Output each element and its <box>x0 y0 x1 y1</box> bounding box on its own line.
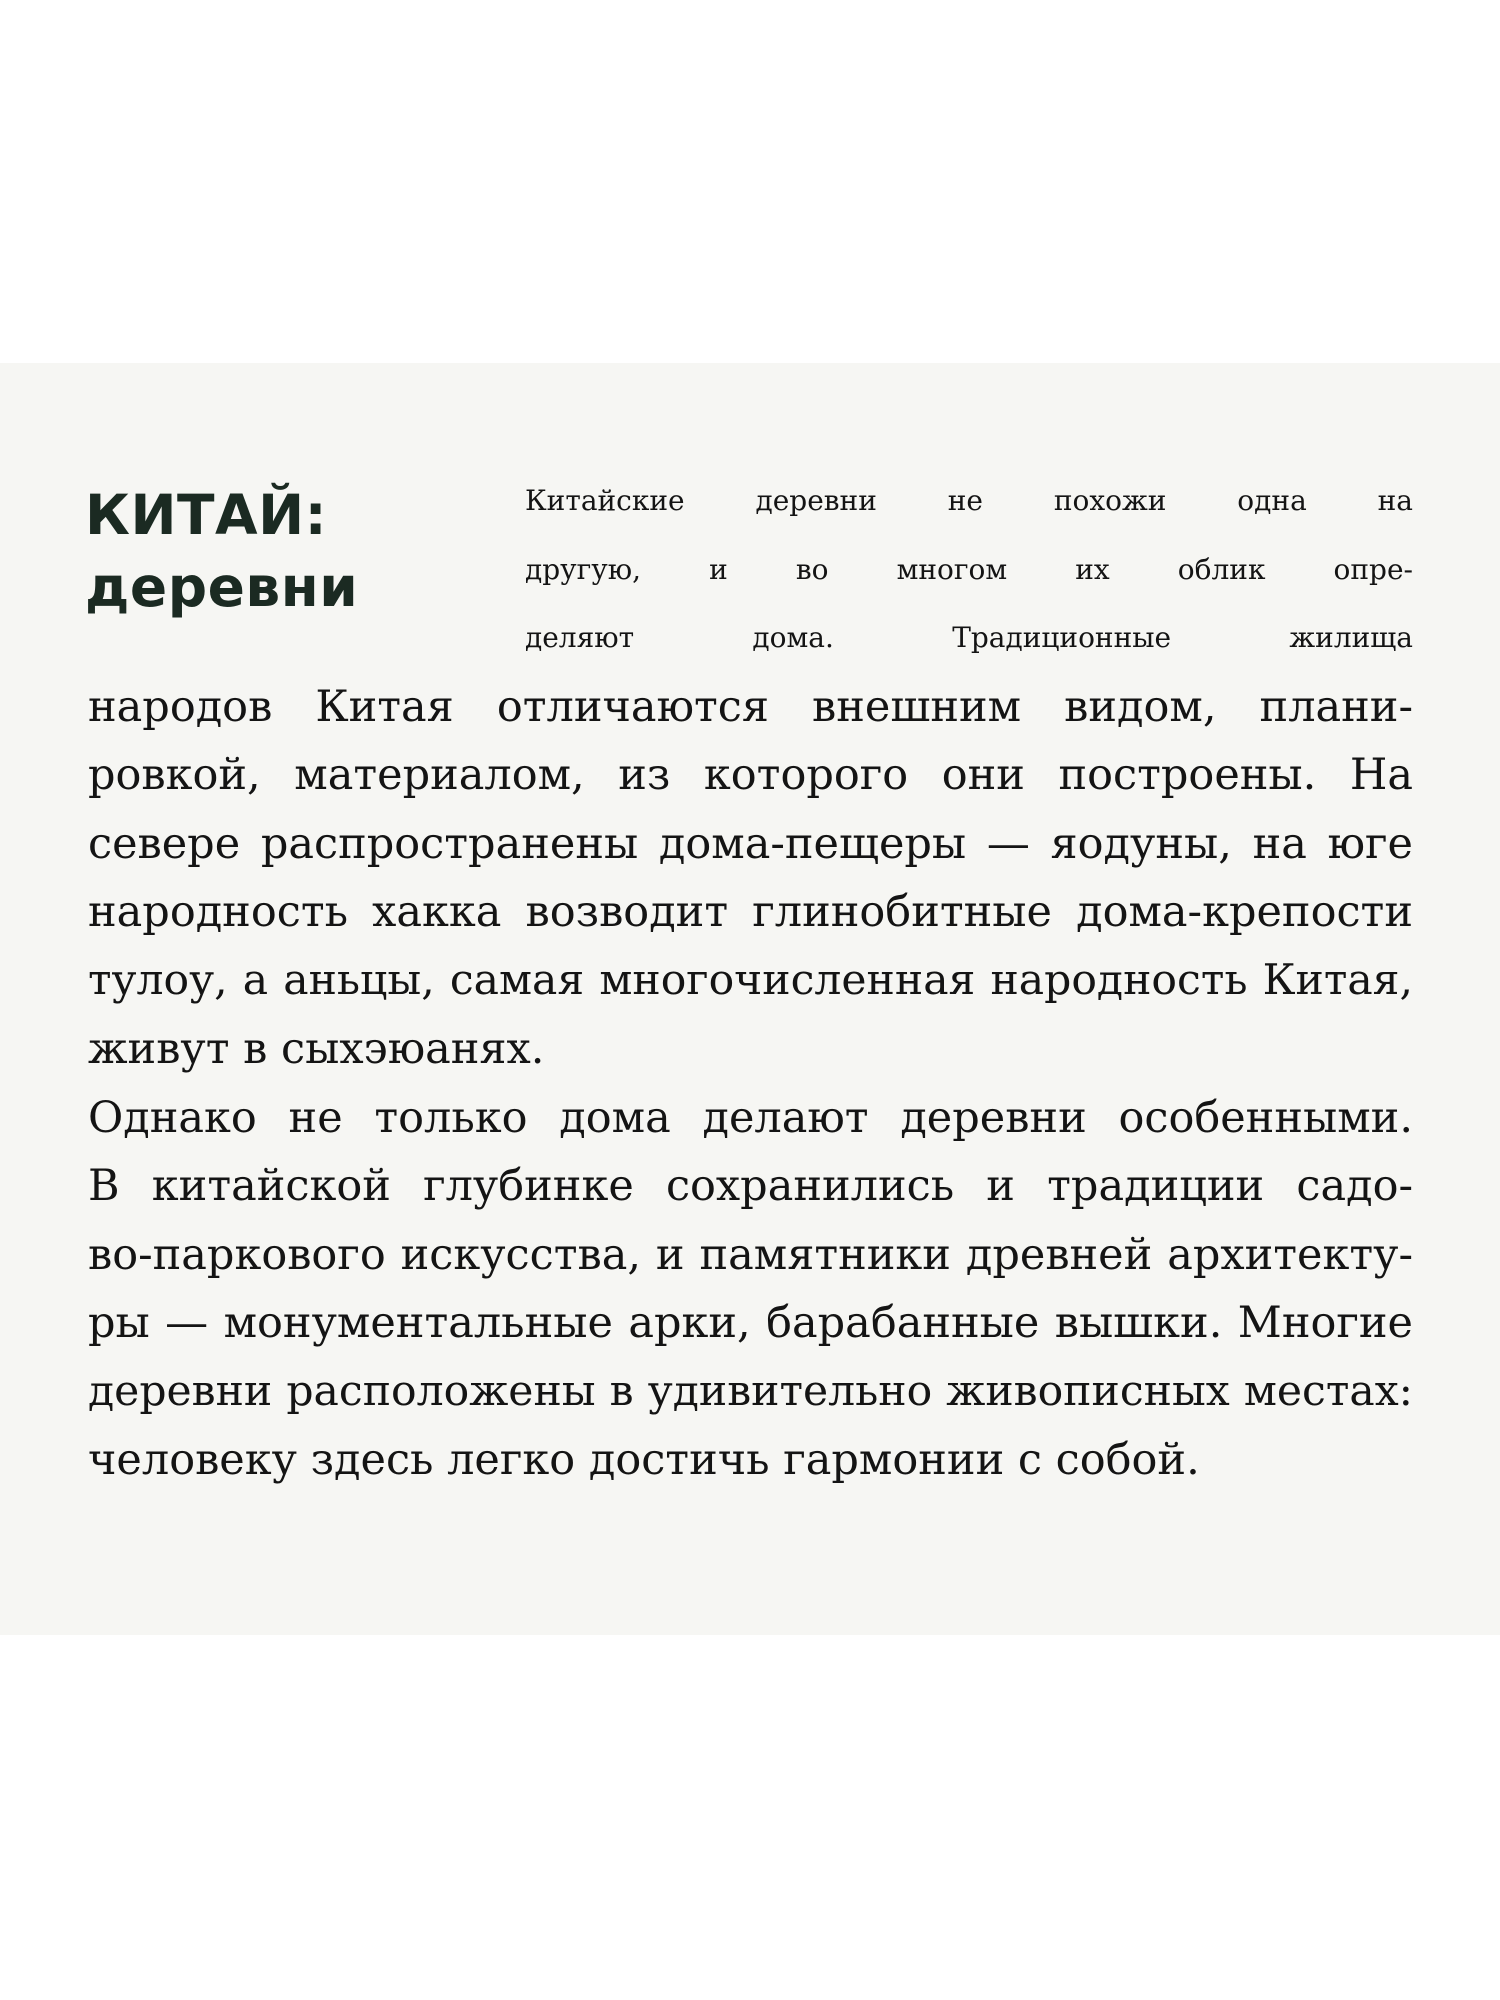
text-line: человеку здесь легко достичь гармонии с собой. <box>88 1435 1200 1485</box>
text-line: другую, и во многом их облик опре- <box>525 552 1413 586</box>
text-line: Однако не только дома делают деревни особенными. <box>88 1092 1413 1143</box>
heading-line-2: деревни <box>85 555 359 619</box>
text-line: народов Китая отличаются внешним видом, плани- <box>88 681 1413 732</box>
text-line: севере распространены дома-пещеры — яодуны, на юге <box>88 818 1413 869</box>
heading-line-1: КИТАЙ: <box>85 483 328 547</box>
page <box>0 363 1500 1635</box>
article-body <box>88 467 1413 1495</box>
text-line: ровкой, материалом, из которого они построены. На <box>88 750 1413 800</box>
text-line: народность хакка возводит глинобитные дома-крепости <box>88 887 1413 937</box>
text-line: живут в сыхэюанях. <box>88 1024 545 1074</box>
text-line: ры — монументальные арки, барабанные вышки. Многие <box>88 1298 1413 1348</box>
text-line: В китайской глубинке сохранились и традиции садо- <box>88 1161 1413 1211</box>
text-line: Китайские деревни не похожи одна на <box>525 484 1413 517</box>
text-line: деляют дома. Традиционные жилища <box>525 621 1413 654</box>
text-line: во-паркового искусства, и памятники древней архитекту- <box>88 1229 1413 1280</box>
text-line: тулоу, а аньцы, самая многочисленная народность Китая, <box>88 955 1413 1005</box>
text-line: деревни расположены в удивительно живописных местах: <box>88 1366 1413 1416</box>
